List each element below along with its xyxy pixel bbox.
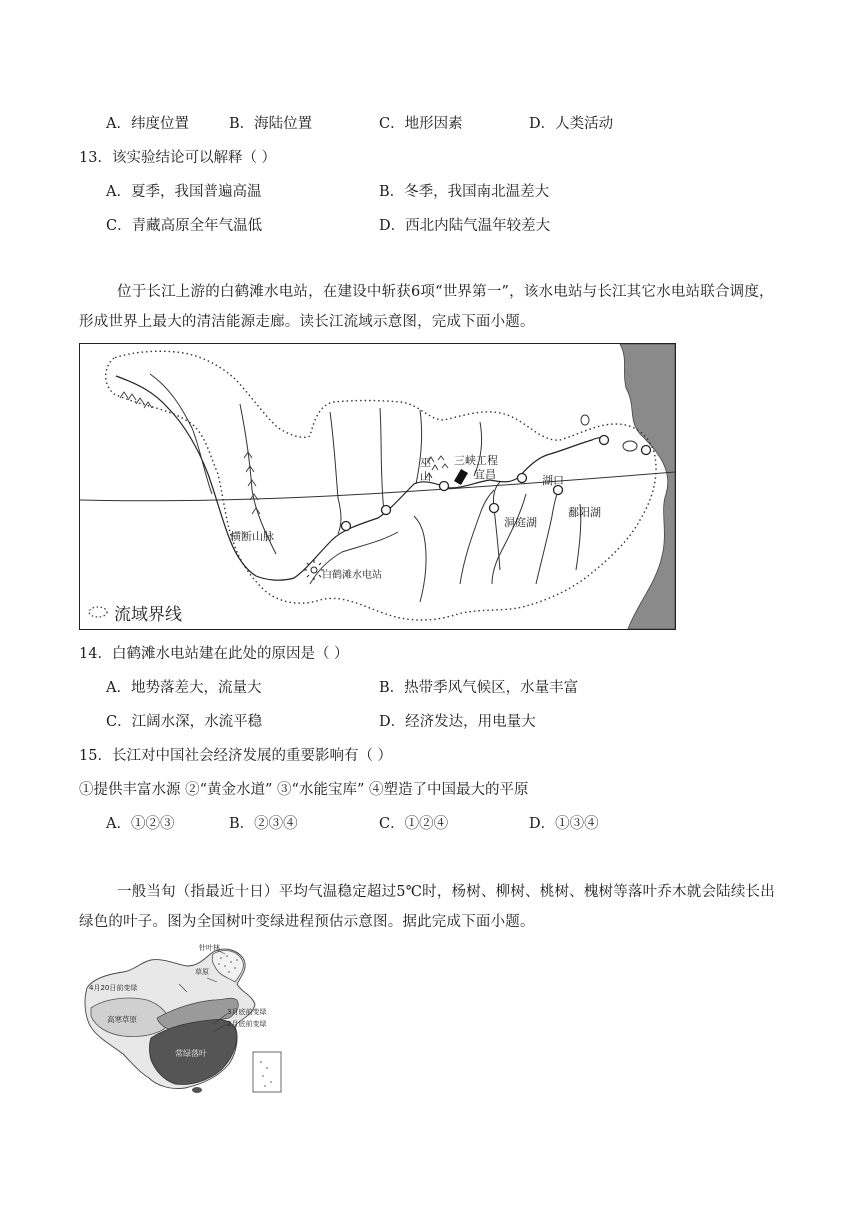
q15-stem: 15．长江对中国社会经济发展的重要影响有（ ） <box>79 748 393 764</box>
label-dongting: 洞庭湖 <box>504 516 537 529</box>
passage-baihetan: 位于长江上游的白鹤滩水电站，在建设中斩获6项“世界第一”，该水电站与长江其它水电站联合调度，形成世界上最大的清洁能源走廊。读长江流域示意图，完成下面小题。 <box>79 284 774 330</box>
label-alpine: 高寒草原 <box>107 1015 137 1024</box>
passage-leaf-green: 一般当旬（指最近十日）平均气温稳定超过5℃时，杨树、柳树、桃树、槐树等落叶乔木就会陆续长出绿色的叶子。图为全国树叶变绿进程预估示意图。据此完成下面小题。 <box>79 884 775 930</box>
tributary-9 <box>536 492 558 584</box>
q13-stem: 13．该实验结论可以解释（ ） <box>79 150 277 166</box>
mountain-symbols <box>120 392 448 514</box>
q15-option-b: B．②③④ <box>229 816 298 832</box>
q13-option-d: D．西北内陆气温年较差大 <box>379 218 551 234</box>
q12-option-c: C．地形因素 <box>379 116 463 132</box>
label-wushan-2: 山 <box>420 470 431 483</box>
q14-option-b: B．热带季风气候区，水量丰富 <box>379 680 579 696</box>
hainan-island <box>192 1087 202 1093</box>
label-poyang: 鄱阳湖 <box>568 506 601 519</box>
sea-area <box>620 344 675 629</box>
q14-option-d: D．经济发达，用电量大 <box>379 714 536 730</box>
label-legend: 流域界线 <box>114 605 182 625</box>
label-conifer: 针叶林 <box>199 944 220 952</box>
q14-stem: 14．白鹤滩水电站建在此处的原因是（ ） <box>79 646 349 662</box>
label-march-end: 3月底前变绿 <box>227 1008 267 1016</box>
label-hengduan: 横断山脉 <box>230 530 274 543</box>
tributary-1 <box>150 374 212 494</box>
q15-option-c: C．①②④ <box>379 816 449 832</box>
latitude-line <box>80 472 675 501</box>
q15-statements: ①提供丰富水源 ②“黄金水道” ③“水能宝库” ④塑造了中国最大的平原 <box>79 782 529 798</box>
q13-option-a: A．夏季，我国普遍高温 <box>106 184 262 200</box>
baihetan-symbol <box>304 560 324 580</box>
leaf-green-map <box>79 942 294 1094</box>
label-april20: 4月20日前变绿 <box>89 984 138 992</box>
legend-symbol <box>89 607 107 617</box>
label-three-gorges: 三峡工程 <box>454 454 498 467</box>
q12-option-b: B．海陆位置 <box>229 116 313 132</box>
tributary-8 <box>460 490 494 584</box>
three-gorges-dam <box>454 469 468 485</box>
yangtze-basin-map <box>79 343 676 630</box>
q15-option-a: A．①②③ <box>106 816 175 832</box>
label-grassland: 草原 <box>195 968 209 976</box>
city-markers <box>342 436 651 531</box>
q12-option-a: A．纬度位置 <box>106 116 189 132</box>
label-baihetan: 白鹤滩水电站 <box>322 570 382 581</box>
label-yichang: 宜昌 <box>474 468 496 481</box>
q15-option-d: D．①③④ <box>529 816 599 832</box>
tributary-3 <box>330 412 341 534</box>
label-hukou: 湖口 <box>542 474 564 487</box>
label-evergreen: 常绿落叶 <box>175 1049 207 1058</box>
q13-option-c: C．青藏高原全年气温低 <box>106 218 263 234</box>
label-wushan-1: 巫 <box>420 456 431 469</box>
south-sea-inset <box>253 1052 281 1092</box>
label-feb-end: 2月底前变绿 <box>227 1020 267 1028</box>
tributary-4 <box>380 408 384 512</box>
q14-option-a: A．地势落差大，流量大 <box>106 680 262 696</box>
yangtze-main-river <box>116 376 608 580</box>
q12-option-d: D．人类活动 <box>529 116 614 132</box>
lake-east-1 <box>623 441 637 451</box>
tributary-11 <box>414 516 426 602</box>
q14-option-c: C．江阔水深，水流平稳 <box>106 714 263 730</box>
q13-option-b: B．冬季，我国南北温差大 <box>379 184 550 200</box>
lake-east-2 <box>581 415 589 425</box>
